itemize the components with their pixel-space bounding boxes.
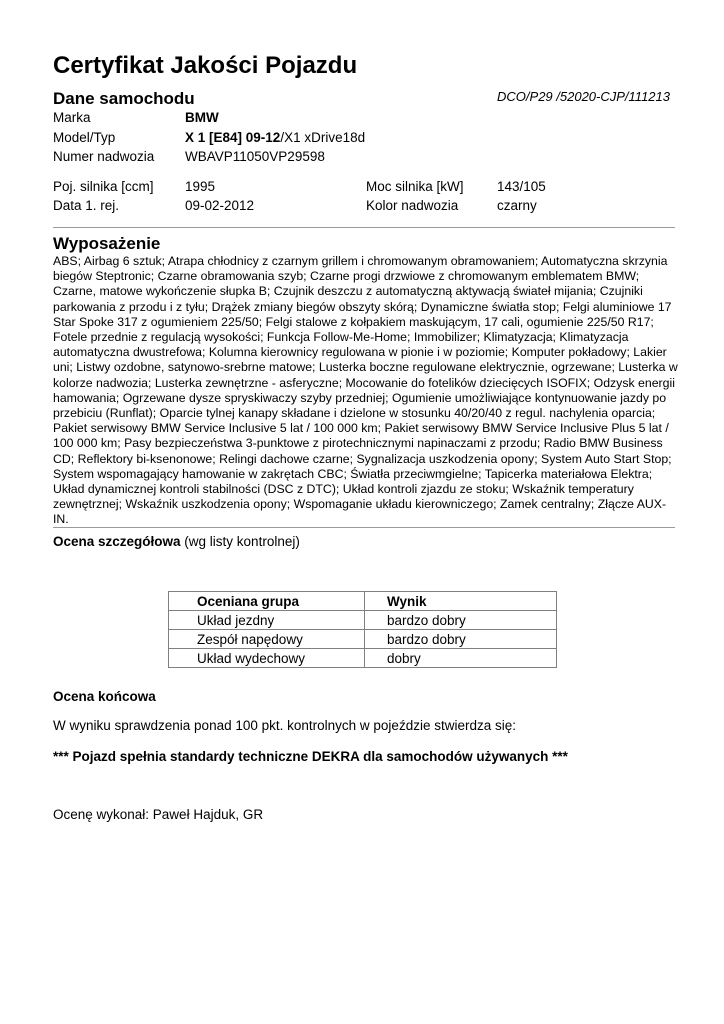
power-label: Moc silnika [kW] xyxy=(366,179,464,194)
divider xyxy=(53,527,675,528)
inspector-signature: Ocenę wykonał: Paweł Hajduk, GR xyxy=(53,807,264,822)
final-verdict: *** Pojazd spełnia standardy techniczne DEKRA dla samochodów używanych *** xyxy=(53,749,568,764)
vin-label: Numer nadwozia xyxy=(53,149,155,164)
reference-number: DCO/P29 /52020-CJP/111213 xyxy=(497,89,670,104)
detailed-evaluation-heading: Ocena szczegółowa xyxy=(53,534,181,549)
divider xyxy=(53,227,675,228)
evaluation-table xyxy=(168,591,557,668)
table-row xyxy=(169,611,557,630)
model-value xyxy=(185,130,365,146)
model-value-variant: /X1 xDrive18d xyxy=(280,130,366,145)
final-evaluation-text: W wyniku sprawdzenia ponad 100 pkt. kontrolnych w pojeździe stwierdza się: xyxy=(53,718,516,733)
table-cell-group: Układ wydechowy xyxy=(169,649,365,668)
model-value-main: X 1 [E84] 09-12 xyxy=(185,130,281,145)
model-label: Model/Typ xyxy=(53,130,116,145)
section-title-vehicle: Dane samochodu xyxy=(53,89,195,108)
column-header-group: Oceniana grupa xyxy=(169,592,365,611)
registration-value: 09-02-2012 xyxy=(185,198,255,213)
table-header-row xyxy=(169,592,557,611)
equipment-heading: Wyposażenie xyxy=(53,234,161,253)
power-value: 143/105 xyxy=(497,179,546,194)
page-title: Certyfikat Jakości Pojazdu xyxy=(53,52,358,79)
engine-value: 1995 xyxy=(185,179,216,194)
vin-value: WBAVP11050VP29598 xyxy=(185,149,325,164)
detailed-evaluation-note: (wg listy kontrolnej) xyxy=(180,534,300,549)
table-cell-group: Zespół napędowy xyxy=(169,630,365,649)
table-cell-group: Układ jezdny xyxy=(169,611,365,630)
color-value: czarny xyxy=(497,198,537,213)
table-row xyxy=(169,630,557,649)
color-label: Kolor nadwozia xyxy=(366,198,459,213)
make-value: BMW xyxy=(185,110,219,125)
table-row xyxy=(169,649,557,668)
table-cell-result: bardzo dobry xyxy=(365,611,557,630)
engine-label: Poj. silnika [ccm] xyxy=(53,179,154,194)
detailed-evaluation-title xyxy=(53,534,300,549)
make-label: Marka xyxy=(53,110,91,125)
registration-label: Data 1. rej. xyxy=(53,198,120,213)
table-cell-result: bardzo dobry xyxy=(365,630,557,649)
column-header-result: Wynik xyxy=(365,592,557,611)
final-evaluation-heading: Ocena końcowa xyxy=(53,689,156,704)
equipment-list: ABS; Airbag 6 sztuk; Atrapa chłodnicy z czarnym grillem i chromowanym obramowaniem; Automatyczna skrzynia biegów Steptronic; Czarne obramowania szyb; Czarne progi drzwiowe z chromowanym emblematem BMW; Czarne, matowe wykończenie słupka B; Czujnik deszczu z automatyczną aktywacją świateł mijania; Czujniki parkowania z przodu i z tyłu; Drążek zmiany biegów obszyty skórą; Dynamiczne światła stop; Felgi aluminiowe 17 Star Spoke 317 z ogumieniem 225/50; Felgi stalowe z kołpakiem maskującym, 17 cali, ogumienie 225/50 R17; Fotele przednie z regulacją wysokości; Funkcja Follow-Me-Home; Immobilizer; Klimatyzacja; Klimatyzacja automatyczna dwustrefowa; Kolumna kierownicy regulowana w pionie i w poziomie; Komputer pokładowy; Lakier uni; Listwy ozdobne, satynowo-srebrne matowe; Lusterka boczne regulowane elektrycznie, ogrzewane; Lusterka w kolorze nadwozia; Lusterka zewnętrzne - asferyczne; Mocowanie do fotelików dziecięcych ISOFIX; Odzysk energii hamowania; Ogrzewane dysze spryskiwaczy szyby przedniej; Ogumienie umożliwiające kontynuowanie jazdy po przebiciu (Runflat); Oparcie tylnej kanapy składane i dzielone w stosunku 40/20/40 z regul. nachylenia oparcia; Pakiet serwisowy BMW Service Inclusive 5 lat / 100 000 km; Pakiet serwisowy BMW Service Inclusive Plus 5 lat / 100 000 km; Pasy bezpieczeństwa 3-punktowe z pirotechnicznymi napinaczami z przodu; Radio BMW Business CD; Reflektory bi-ksenonowe; Relingi dachowe czarne; Sygnalizacja uszkodzenia opony; System Auto Start Stop; System wspomagający hamowanie w zakrętach CBC; Światła przeciwmgielne; Tapicerka materiałowa Elektra; Układ dynamicznej kontroli stabilności (DSC z DTC); Układ kontroli zjazdu ze stoku; Wskaźnik temperatury zewnętrznej; Wskaźnik uszkodzenia opony; Wspomaganie układu kierowniczego; Zamek centralny; Złącze AUX-IN. xyxy=(53,254,678,527)
table-cell-result: dobry xyxy=(365,649,557,668)
